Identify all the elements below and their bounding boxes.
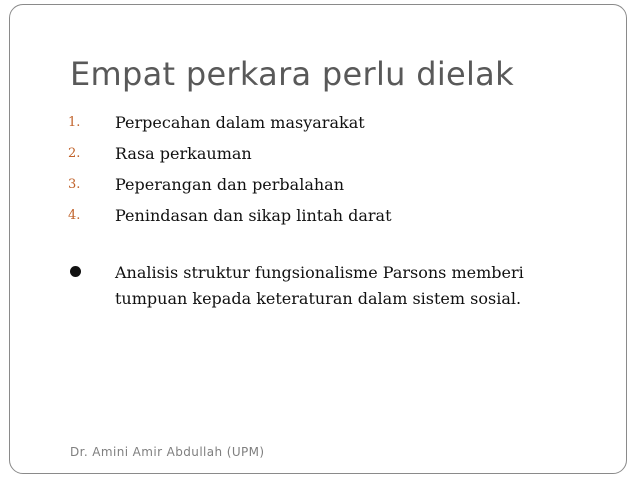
list-item-text: Rasa perkauman [115,144,252,163]
list-item-text: Perpecahan dalam masyarakat [115,113,365,132]
list-item [68,175,588,206]
list-number: 4. [68,208,81,223]
slide-frame [9,4,627,474]
slide-footer: Dr. Amini Amir Abdullah (UPM) [70,445,265,459]
list-item [68,113,588,144]
bullet-icon [70,266,81,277]
list-item [68,144,588,175]
numbered-list [68,113,588,237]
list-number: 2. [68,146,81,161]
list-number: 1. [68,115,81,130]
list-item-text: Penindasan dan sikap lintah darat [115,206,392,225]
list-item-text: Peperangan dan perbalahan [115,175,345,194]
bullet-text: Analisis struktur fungsionalisme Parsons memberi tumpuan kepada keteraturan dalam sistem sosial. [115,263,524,308]
list-number: 3. [68,177,81,192]
slide-title: Empat perkara perlu dielak [70,55,514,93]
list-item [68,206,588,237]
